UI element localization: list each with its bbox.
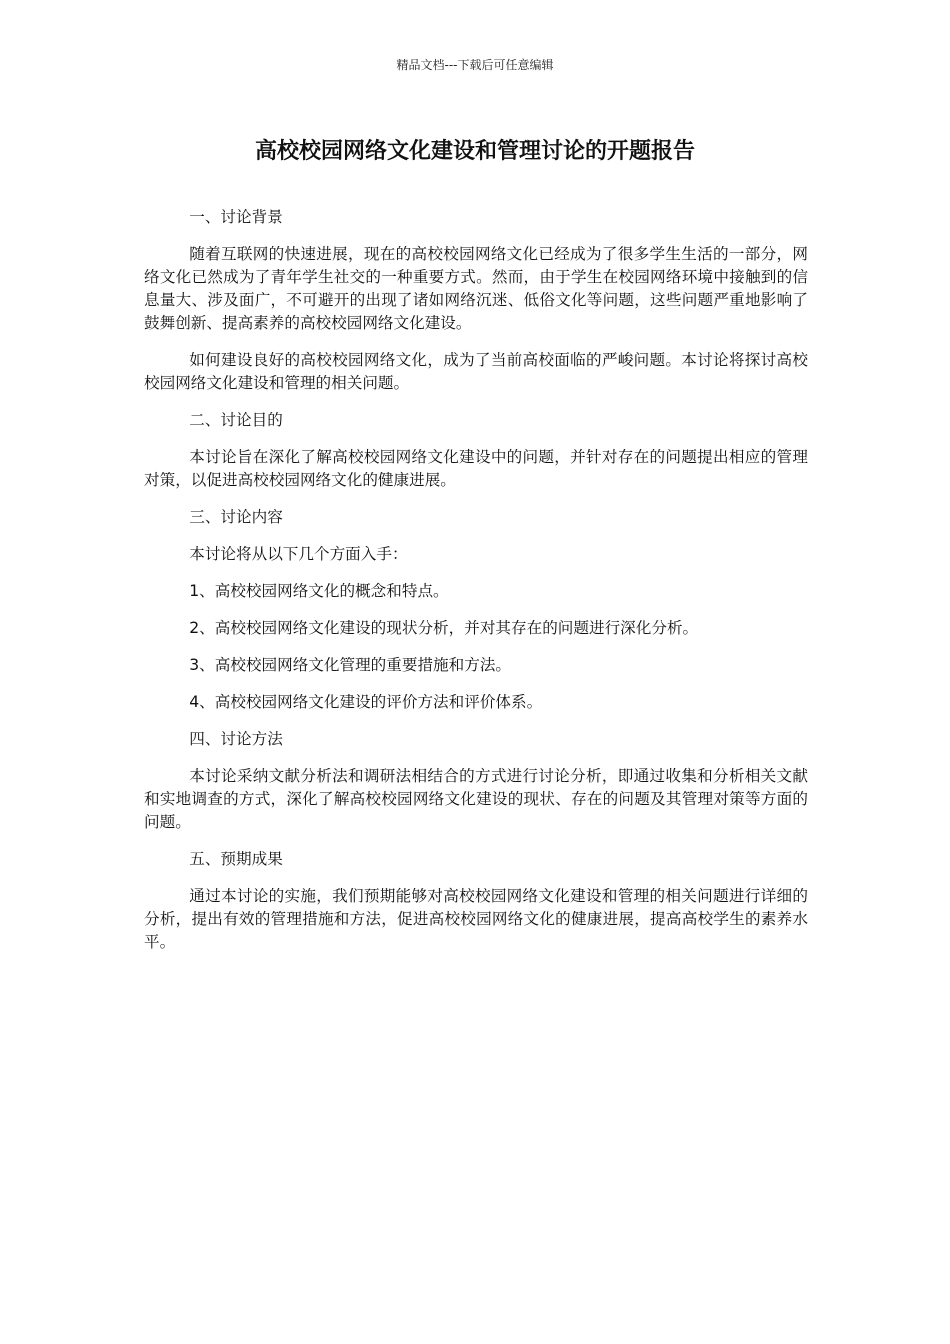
list-item: 1、高校校园网络文化的概念和特点。 — [189, 582, 449, 600]
list-item: 3、高校校园网络文化管理的重要措施和方法。 — [189, 656, 512, 674]
section-heading-purpose: 二、讨论目的 — [189, 411, 283, 429]
document-title: 高校校园网络文化建设和管理讨论的开题报告 — [254, 139, 695, 164]
paragraph-method: 本讨论采纳文献分析法和调研法相结合的方式进行讨论分析，即通过收集和分析相关文献和实地调查的方式，深化了解高校校园网络文化建设的现状、存在的问题及其管理对策等方面的问题。 — [144, 767, 808, 831]
list-item: 4、高校校园网络文化建设的评价方法和评价体系。 — [189, 693, 543, 711]
section-heading-method: 四、讨论方法 — [189, 730, 283, 748]
document-body — [144, 206, 808, 968]
page-header-note: 精品文档---下载后可任意编辑 — [396, 58, 554, 72]
list-item: 2、高校校园网络文化建设的现状分析，并对其存在的问题进行深化分析。 — [189, 619, 699, 637]
paragraph-purpose: 本讨论旨在深化了解高校校园网络文化建设中的问题，并针对存在的问题提出相应的管理对策，以促进高校校园网络文化的健康进展。 — [144, 448, 808, 489]
paragraph-content-intro: 本讨论将从以下几个方面入手： — [189, 545, 408, 563]
paragraph-outcome: 通过本讨论的实施，我们预期能够对高校校园网络文化建设和管理的相关问题进行详细的分析，提出有效的管理措施和方法，促进高校校园网络文化的健康进展，提高高校学生的素养水平。 — [144, 887, 808, 951]
paragraph-background-2: 如何建设良好的高校校园网络文化，成为了当前高校面临的严峻问题。本讨论将探讨高校校园网络文化建设和管理的相关问题。 — [144, 351, 808, 392]
section-heading-content: 三、讨论内容 — [189, 508, 283, 526]
paragraph-background-1: 随着互联网的快速进展，现在的高校校园网络文化已经成为了很多学生生活的一部分，网络文化已然成为了青年学生社交的一种重要方式。然而，由于学生在校园网络环境中接触到的信息量大、涉及面广，不可避开的出现了诸如网络沉迷、低俗文化等问题，这些问题严重地影响了鼓舞创新、提高素养的高校校园网络文化建设。 — [144, 245, 808, 332]
section-heading-outcome: 五、预期成果 — [189, 850, 283, 868]
section-heading-background: 一、讨论背景 — [189, 208, 283, 226]
